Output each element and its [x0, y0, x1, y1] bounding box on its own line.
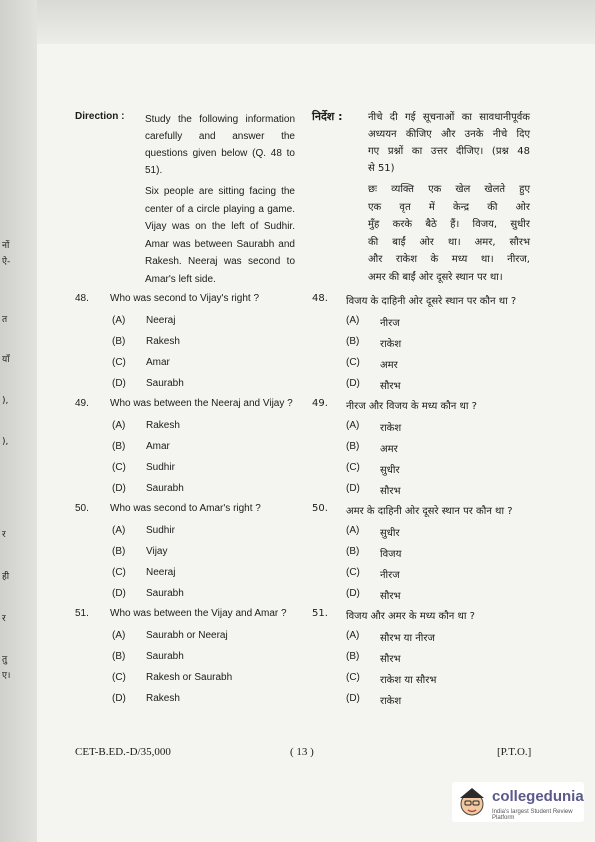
margin-fragment: र	[2, 614, 6, 624]
hindi-option-text: राकेश	[380, 339, 402, 350]
hindi-option-text: राकेश	[380, 423, 402, 434]
margin-fragment: ही	[2, 572, 10, 582]
hindi-option-letter: (D)	[346, 588, 360, 599]
hindi-option-letter: (A)	[346, 630, 360, 641]
option-letter: (B)	[112, 651, 126, 662]
option-text: Saurabh	[146, 378, 184, 389]
hindi-option-letter: (C)	[346, 672, 360, 683]
question-text: Who was second to Amar's right ?	[110, 503, 261, 514]
pto-label: [P.T.O.]	[497, 746, 532, 758]
option-letter: (B)	[112, 336, 126, 347]
option-letter: (D)	[112, 693, 126, 704]
option-text: Saurabh or Neeraj	[146, 630, 228, 641]
option-letter: (A)	[112, 420, 126, 431]
question-text: Who was between the Neeraj and Vijay ?	[110, 398, 293, 409]
nirdesh-label: निर्देश :	[312, 110, 343, 123]
option-text: Neeraj	[146, 567, 176, 578]
hindi-option-text: अमर	[380, 444, 398, 455]
page-number: ( 13 )	[290, 746, 314, 758]
nirdesh-line: से 51)	[368, 163, 395, 174]
hindi-question-number: 51.	[312, 608, 328, 619]
margin-fragment: त	[2, 315, 8, 325]
nirdesh-line: मुँह करके बैठे हैं। विजय, सुधीर	[368, 219, 530, 230]
margin-fragment: नों	[2, 241, 10, 251]
question-number: 50.	[75, 503, 89, 514]
hindi-option-letter: (C)	[346, 567, 360, 578]
hindi-question-text: विजय और अमर के मध्य कौन था ?	[346, 611, 475, 622]
nirdesh-line: अध्ययन कीजिए और उनके नीचे दिए	[368, 129, 530, 140]
option-text: Saurabh	[146, 483, 184, 494]
hindi-option-text: सौरभ	[380, 654, 401, 665]
hindi-option-letter: (C)	[346, 462, 360, 473]
option-text: Rakesh or Saurabh	[146, 672, 233, 683]
option-text: Amar	[146, 357, 170, 368]
option-letter: (B)	[112, 441, 126, 452]
option-letter: (C)	[112, 567, 126, 578]
hindi-question-number: 50.	[312, 503, 328, 514]
option-text: Sudhir	[146, 525, 175, 536]
margin-fragment: ),	[2, 437, 9, 447]
option-text: Rakesh	[146, 336, 180, 347]
hindi-option-text: राकेश	[380, 696, 402, 707]
question-number: 51.	[75, 608, 89, 619]
hindi-question-text: विजय के दाहिनी ओर दूसरे स्थान पर कौन था ?	[346, 296, 517, 307]
nirdesh-line: अमर की बाईं ओर दूसरे स्थान पर था।	[368, 271, 503, 283]
direction-label: Direction :	[75, 111, 125, 122]
mascot-icon	[456, 784, 488, 818]
option-letter: (A)	[112, 630, 126, 641]
margin-fragment: ),	[2, 396, 9, 406]
nirdesh-line: एक वृत में केन्द्र की ओर	[368, 201, 530, 213]
margin-fragment: तु	[2, 655, 8, 665]
option-text: Rakesh	[146, 420, 180, 431]
hindi-option-letter: (C)	[346, 357, 360, 368]
option-text: Amar	[146, 441, 170, 452]
hindi-option-text: सुधीर	[380, 528, 400, 539]
option-text: Saurabh	[146, 588, 184, 599]
collegedunia-logo	[452, 782, 584, 822]
hindi-option-letter: (B)	[346, 336, 360, 347]
question-number: 49.	[75, 398, 89, 409]
direction-line: Six people are sitting facing the	[145, 186, 295, 197]
nirdesh-line: नीचे दी गई सूचनाओं का सावधानीपूर्वक	[368, 112, 530, 123]
footer-code: CET-B.ED.-D/35,000	[75, 746, 171, 758]
option-text: Saurabh	[146, 651, 184, 662]
hindi-option-text: सौरभ	[380, 591, 401, 602]
hindi-option-text: नीरज	[380, 570, 400, 581]
hindi-option-letter: (A)	[346, 525, 360, 536]
margin-fragment: ए।	[2, 671, 11, 681]
option-letter: (A)	[112, 525, 126, 536]
hindi-option-text: अमर	[380, 360, 398, 371]
nirdesh-line: की बाईं ओर था। अमर, सौरभ	[368, 236, 530, 248]
logo-tagline: India's largest Student Review Platform	[492, 809, 573, 821]
direction-line: Vijay was on the left of Sudhir.	[145, 221, 295, 232]
hindi-option-letter: (B)	[346, 651, 360, 662]
hindi-question-text: नीरज और विजय के मध्य कौन था ?	[346, 401, 477, 412]
margin-fragment: र	[2, 530, 6, 540]
hindi-option-letter: (B)	[346, 441, 360, 452]
option-letter: (D)	[112, 378, 126, 389]
hindi-option-text: सौरभ या नीरज	[380, 633, 435, 644]
hindi-question-number: 48.	[312, 293, 328, 304]
hindi-option-letter: (B)	[346, 546, 360, 557]
margin-fragment: ऐ-	[2, 257, 11, 267]
direction-line: questions given below (Q. 48 to	[145, 148, 295, 159]
option-letter: (C)	[112, 672, 126, 683]
option-letter: (C)	[112, 357, 126, 368]
hindi-question-number: 49.	[312, 398, 328, 409]
direction-line: Amar's left side.	[145, 273, 216, 285]
hindi-option-text: सौरभ	[380, 381, 401, 392]
option-letter: (C)	[112, 462, 126, 473]
hindi-option-text: राकेश या सौरभ	[380, 675, 437, 686]
nirdesh-line: छः व्यक्ति एक खेल खेलते हुए	[368, 184, 530, 195]
hindi-option-letter: (A)	[346, 420, 360, 431]
hindi-option-text: नीरज	[380, 318, 400, 329]
hindi-option-letter: (D)	[346, 483, 360, 494]
hindi-option-text: विजय	[380, 549, 402, 560]
direction-line: carefully and answer the	[145, 131, 295, 142]
direction-line: Study the following information	[145, 114, 295, 125]
hindi-option-text: सुधीर	[380, 465, 400, 476]
left-margin-strip	[0, 0, 37, 842]
option-letter: (D)	[112, 483, 126, 494]
direction-line: center of a circle playing a game.	[145, 203, 295, 215]
hindi-option-letter: (A)	[346, 315, 360, 326]
logo-brand: collegedunia	[492, 788, 584, 805]
nirdesh-line: गए प्रश्नों का उत्तर दीजिए। (प्रश्न 48	[368, 146, 530, 157]
hindi-question-text: अमर के दाहिनी ओर दूसरे स्थान पर कौन था ?	[346, 506, 513, 517]
option-text: Neeraj	[146, 315, 176, 326]
hindi-option-letter: (D)	[346, 378, 360, 389]
option-text: Rakesh	[146, 693, 180, 704]
direction-line: Amar was between Saurabh and	[145, 238, 295, 250]
option-letter: (B)	[112, 546, 126, 557]
option-letter: (A)	[112, 315, 126, 326]
direction-line: Rakesh. Neeraj was second to	[145, 256, 295, 267]
top-shadow	[37, 0, 595, 44]
margin-fragment: याँ	[2, 355, 10, 365]
question-number: 48.	[75, 293, 89, 304]
nirdesh-line: और राकेश के मध्य था। नीरज,	[368, 254, 530, 265]
option-text: Sudhir	[146, 462, 175, 473]
question-text: Who was second to Vijay's right ?	[110, 293, 260, 304]
hindi-option-text: सौरभ	[380, 486, 401, 497]
question-text: Who was between the Vijay and Amar ?	[110, 608, 287, 619]
option-letter: (D)	[112, 588, 126, 599]
option-text: Vijay	[146, 546, 168, 557]
hindi-option-letter: (D)	[346, 693, 360, 704]
direction-line: 51).	[145, 165, 163, 176]
